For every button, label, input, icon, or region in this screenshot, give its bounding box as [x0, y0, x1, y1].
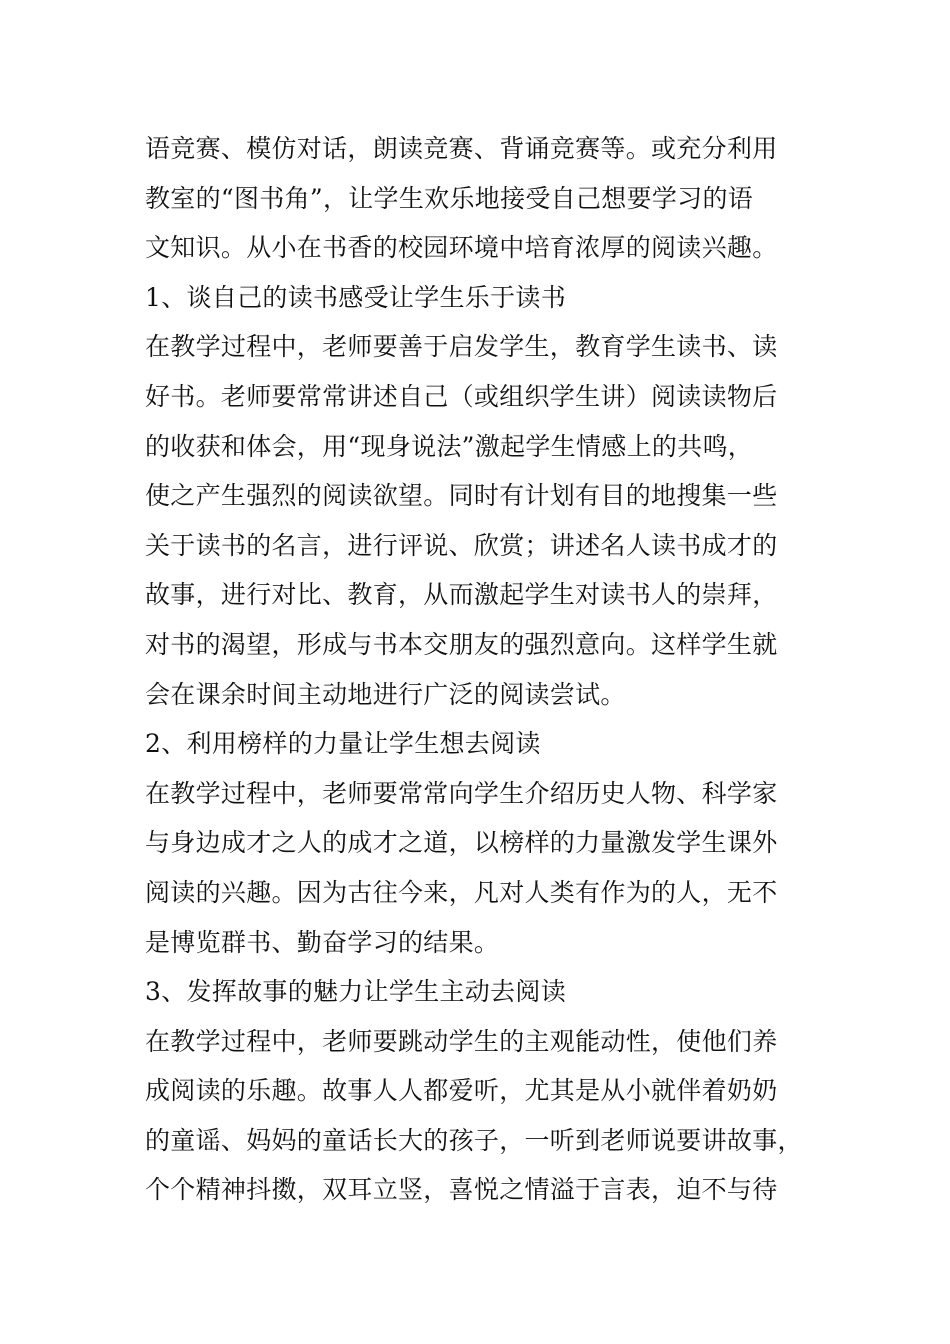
text-line: 故事，进行对比、教育，从而激起学生对读书人的崇拜，: [145, 580, 778, 610]
text-line: 在教学过程中，老师要善于启发学生，教育学生读书、读: [145, 332, 778, 362]
text-line: 在教学过程中，老师要跳动学生的主观能动性，使他们养: [145, 1026, 778, 1056]
text-line: 个个精神抖擞，双耳立竖，喜悦之情溢于言表，迫不与待: [145, 1175, 778, 1205]
text-line: 会在课余时间主动地进行广泛的阅读尝试。: [145, 679, 626, 709]
text-line: 使之产生强烈的阅读欲望。同时有计划有目的地搜集一些: [145, 481, 778, 511]
text-line: 阅读的兴趣。因为古往今来，凡对人类有作为的人，无不: [145, 877, 778, 907]
body-text: [145, 124, 805, 1215]
text-line: 与身边成才之人的成才之道，以榜样的力量激发学生课外: [145, 828, 778, 858]
text-line: 是博览群书、勤奋学习的结果。: [145, 927, 500, 957]
text-line: 语竞赛、模仿对话，朗读竞赛、背诵竞赛等。或充分利用: [145, 134, 778, 163]
text-line: 教室的“图书角”，让学生欢乐地接受自己想要学习的语: [145, 183, 754, 213]
section-heading-2: 2、利用榜样的力量让学生想去阅读: [145, 729, 541, 759]
text-line: 的收获和体会，用“现身说法”激起学生情感上的共鸣，: [145, 431, 754, 461]
text-line: 文知识。从小在书香的校园环境中培育浓厚的阅读兴趣。: [145, 233, 778, 263]
text-line: 好书。老师要常常讲述自己（或组织学生讲）阅读读物后: [145, 381, 778, 411]
text-line: 在教学过程中，老师要常常向学生介绍历史人物、科学家: [145, 778, 778, 808]
text-line: 成阅读的乐趣。故事人人都爱听，尤其是从小就伴着奶奶: [145, 1076, 778, 1106]
text-line: 关于读书的名言，进行评说、欣赏；讲述名人读书成才的: [145, 530, 778, 560]
text-line: 的童谣、妈妈的童话长大的孩子，一听到老师说要讲故事，: [145, 1125, 803, 1155]
section-heading-3: 3、发挥故事的魅力让学生主动去阅读: [145, 977, 567, 1007]
section-heading-1: 1、谈自己的读书感受让学生乐于读书: [145, 282, 567, 312]
text-line: 对书的渴望，形成与书本交朋友的强烈意向。这样学生就: [145, 629, 778, 659]
